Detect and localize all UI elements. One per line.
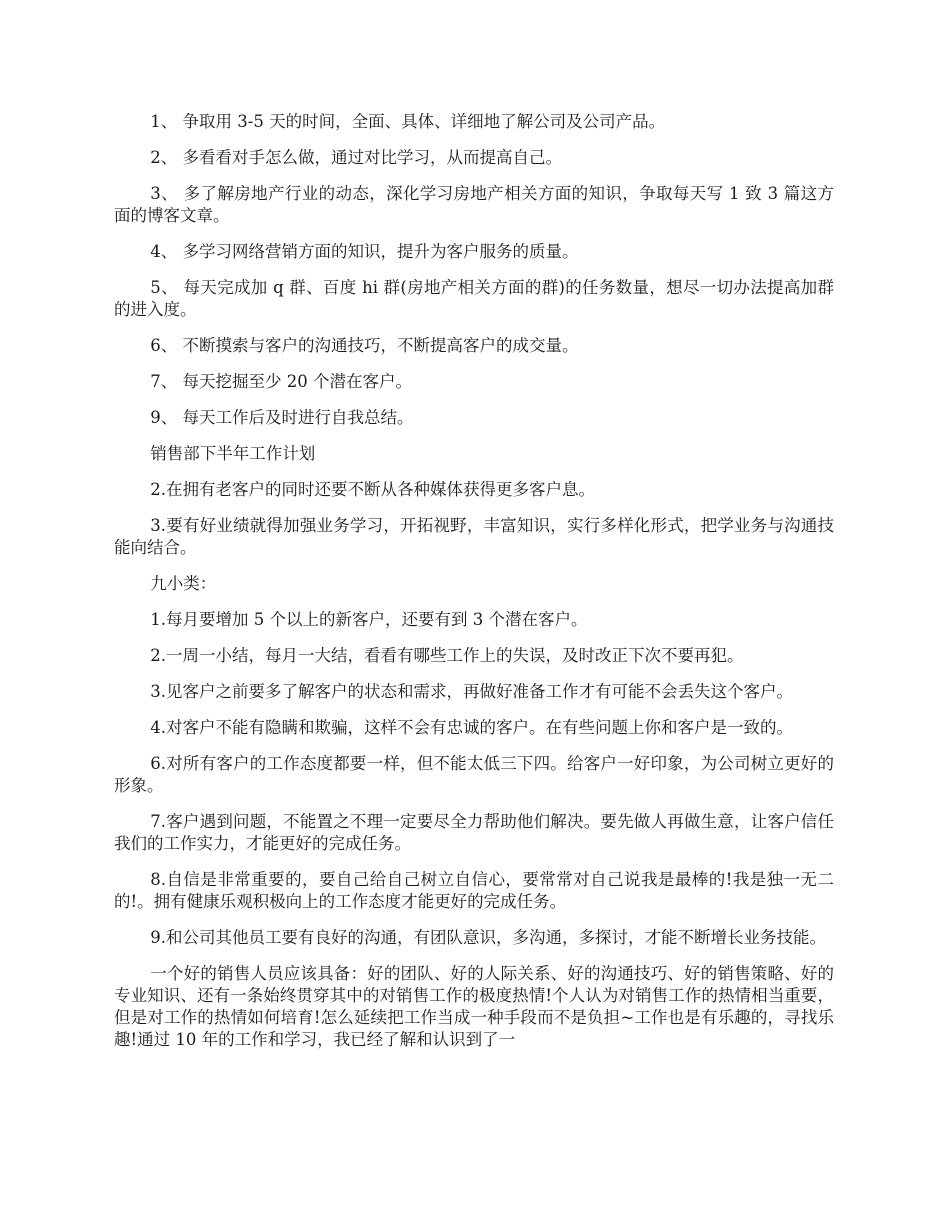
paragraph-item-2: 2、 多看看对手怎么做，通过对比学习，从而提高自己。 [150, 148, 563, 167]
paragraph-item-1: 1、 争取用 3-5 天的时间，全面、具体、详细地了解公司及公司产品。 [150, 112, 666, 131]
paragraph-category-2: 2.一周一小结，每月一大结，看看有哪些工作上的失误，及时改正下次不要再犯。 [150, 646, 744, 665]
paragraph-item-7: 7、 每天挖掘至少 20 个潜在客户。 [150, 372, 413, 391]
paragraph-item-4: 4、 多学习网络营销方面的知识，提升为客户服务的质量。 [150, 242, 579, 261]
paragraph-category-7: 7.客户遇到问题，不能置之不理一定要尽全力帮助他们解决。要先做人再做生意，让客户信任我们的工作实力，才能更好的完成任务。 [114, 812, 834, 853]
paragraph-closing: 一个好的销售人员应该具备：好的团队、好的人际关系、好的沟通技巧、好的销售策略、好的专业知识、还有一条始终贯穿其中的对销售工作的极度热情!个人认为对销售工作的热情相当重要，但是对工作的热情如何培育!怎么延续把工作当成一种手段而不是负担~工作也是有乐趣的，寻找乐趣!通过 10 年的工作和学习，我已经了解和认识到了一 [114, 964, 834, 1049]
subheading-nine-categories: 九小类： [150, 574, 217, 593]
paragraph-item-9: 9、 每天工作后及时进行自我总结。 [150, 408, 414, 427]
paragraph-category-3: 3.见客户之前要多了解客户的状态和需求，再做好准备工作才有可能不会丢失这个客户。 [150, 682, 794, 701]
paragraph-category-1: 1.每月要增加 5 个以上的新客户，还要有到 3 个潜在客户。 [150, 610, 588, 629]
paragraph-category-6: 6.对所有客户的工作态度都要一样，但不能太低三下四。给客户一好印象，为公司树立更好的形象。 [114, 754, 834, 795]
paragraph-category-8: 8.自信是非常重要的，要自己给自己树立自信心，要常常对自己说我是最棒的!我是独一无二的!。拥有健康乐观积极向上的工作态度才能更好的完成任务。 [114, 870, 834, 911]
paragraph-item-3: 3、 多了解房地产行业的动态，深化学习房地产相关方面的知识，争取每天写 1 致 3 篇这方面的博客文章。 [114, 184, 834, 225]
paragraph-plan-3: 3.要有好业绩就得加强业务学习，开拓视野，丰富知识，实行多样化形式，把学业务与沟通技能向结合。 [114, 516, 834, 557]
paragraph-category-4: 4.对客户不能有隐瞒和欺骗，这样不会有忠诚的客户。在有些问题上你和客户是一致的。 [150, 718, 794, 737]
paragraph-item-5: 5、 每天完成加 q 群、百度 hi 群(房地产相关方面的群)的任务数量，想尽一切办法提高加群的进入度。 [114, 278, 834, 319]
paragraph-plan-2: 2.在拥有老客户的同时还要不断从各种媒体获得更多客户息。 [150, 480, 596, 499]
section-heading: 销售部下半年工作计划 [150, 444, 316, 463]
paragraph-item-6: 6、 不断摸索与客户的沟通技巧，不断提高客户的成交量。 [150, 336, 579, 355]
paragraph-category-9: 9.和公司其他员工要有良好的沟通，有团队意识，多沟通，多探讨，才能不断增长业务技能。 [150, 928, 827, 947]
